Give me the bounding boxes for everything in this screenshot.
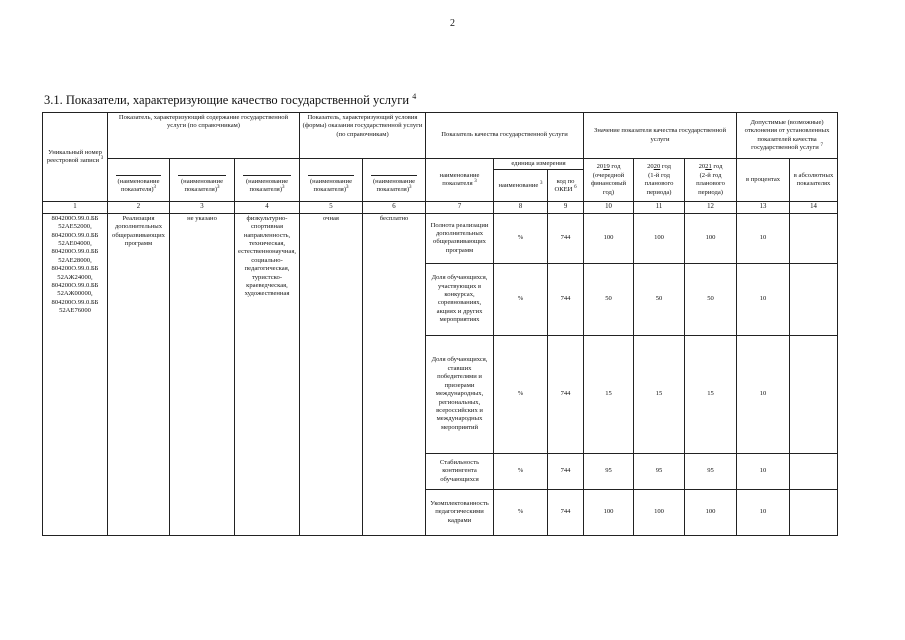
indicator-name: Стабильность контингента обучающихся: [426, 453, 494, 489]
column-number: 14: [790, 202, 838, 213]
deviation-absolute: [790, 213, 838, 263]
value-year-3: 95: [685, 453, 737, 489]
column-number: 8: [494, 202, 548, 213]
deviation-percent: 10: [737, 263, 790, 335]
header-registry: Уникальный номер реестровой записи $^3$: [43, 113, 108, 202]
value-year-2: 15: [634, 335, 685, 453]
unit-name: %: [494, 263, 548, 335]
okei-code: 744: [548, 213, 584, 263]
unit-name: %: [494, 489, 548, 535]
deviation-percent: 10: [737, 489, 790, 535]
column-number: 6: [363, 202, 426, 213]
value-year-2: 95: [634, 453, 685, 489]
header-value-group: Значение показателя качества государственной услуги: [584, 113, 737, 159]
header-indicator-col4: (наименование показателя)$^3$: [235, 159, 300, 202]
value-year-3: 100: [685, 213, 737, 263]
okei-code: 744: [548, 453, 584, 489]
column-number: 5: [300, 202, 363, 213]
column-number: 2: [108, 202, 170, 213]
value-year-2: 100: [634, 489, 685, 535]
value-year-2: 50: [634, 263, 685, 335]
okei-code: 744: [548, 489, 584, 535]
value-year-1: 15: [584, 335, 634, 453]
column-number: 1: [43, 202, 108, 213]
indicator-name: Укомплектованность педагогическими кадрами: [426, 489, 494, 535]
column-number: 3: [170, 202, 235, 213]
indicator-name: Полнота реализации дополнительных общеразвивающих программ: [426, 213, 494, 263]
okei-code: 744: [548, 263, 584, 335]
section-title: 3.1. Показатели, характеризующие качество государственной услуги $^4$: [44, 92, 417, 108]
deviation-absolute: [790, 335, 838, 453]
header-indicator-col6: (наименование показателя)$^3$: [363, 159, 426, 202]
indicator-name: Доля обучающихся, участвующих в конкурсах, соревнованиях, акциях и других мероприятиях: [426, 263, 494, 335]
okei-code: 744: [548, 335, 584, 453]
header-indicator-col3: (наименование показателя)$^3$: [170, 159, 235, 202]
header-unit-name: наименование $^3$: [494, 170, 548, 202]
service-content-3: физкультурно-спортивная направленность, техническая, естественнонаучная, социально-педагогическая, туристско-краеведческая, художественная: [235, 213, 300, 535]
header-deviation-group: Допустимые (возможные) отклонения от установленных показателей качества государственной услуги $^7$: [737, 113, 838, 159]
deviation-percent: 10: [737, 453, 790, 489]
header-year-3: 2021 год (2-й год планового периода): [685, 159, 737, 202]
header-okei-code: код по ОКЕИ $^6$: [548, 170, 584, 202]
header-deviation-absolute: в абсолютных показателях: [790, 159, 838, 202]
unit-name: %: [494, 453, 548, 489]
service-content-1: Реализация дополнительных общеразвивающих программ: [108, 213, 170, 535]
service-condition-2: бесплатно: [363, 213, 426, 535]
column-number: 13: [737, 202, 790, 213]
value-year-1: 100: [584, 489, 634, 535]
value-year-1: 50: [584, 263, 634, 335]
header-indicator-col5: (наименование показателя)$^3$: [300, 159, 363, 202]
deviation-absolute: [790, 489, 838, 535]
unit-name: %: [494, 213, 548, 263]
header-unit: единица измерения: [494, 159, 584, 170]
column-number: 9: [548, 202, 584, 213]
value-year-1: 100: [584, 213, 634, 263]
header-year-2: 2020 год (1-й год планового периода): [634, 159, 685, 202]
value-year-2: 100: [634, 213, 685, 263]
unit-name: %: [494, 335, 548, 453]
table-row: [43, 213, 838, 263]
header-year-1: 2019 год (очередной финансовый год): [584, 159, 634, 202]
header-quality-name: наименование показателя $^3$: [426, 159, 494, 202]
header-conditions-group: Показатель, характеризующий условия (формы) оказания государственной услуги (по справочникам): [300, 113, 426, 159]
registry-codes: 804200О.99.0.ББ 52АЕ52000, 804200О.99.0.ББ 52АЕ04000, 804200О.99.0.ББ 52АЕ28000, 804200О.99.0.ББ 52АЖ24000, 804200О.99.0.ББ 52АЖ00000, 804200О.99.0.ББ 52АЕ76000: [43, 213, 108, 535]
header-deviation-percent: в процентах: [737, 159, 790, 202]
quality-indicators-table: [42, 112, 838, 536]
service-content-2: не указано: [170, 213, 235, 535]
indicator-name: Доля обучающихся, ставших победителями и призерами международных, региональных, всероссийских и международных мероприятий: [426, 335, 494, 453]
header-indicator-col2: (наименование показателя)$^3$: [108, 159, 170, 202]
header-quality-group: Показатель качества государственной услуги: [426, 113, 584, 159]
value-year-1: 95: [584, 453, 634, 489]
value-year-3: 15: [685, 335, 737, 453]
page-number: 2: [450, 18, 455, 29]
deviation-absolute: [790, 453, 838, 489]
deviation-percent: 10: [737, 335, 790, 453]
value-year-3: 100: [685, 489, 737, 535]
column-number: 11: [634, 202, 685, 213]
column-number: 4: [235, 202, 300, 213]
deviation-absolute: [790, 263, 838, 335]
column-number: 7: [426, 202, 494, 213]
column-number: 12: [685, 202, 737, 213]
value-year-3: 50: [685, 263, 737, 335]
column-number: 10: [584, 202, 634, 213]
header-content-group: Показатель, характеризующий содержание государственной услуги (по справочникам): [108, 113, 300, 159]
service-condition-1: очная: [300, 213, 363, 535]
deviation-percent: 10: [737, 213, 790, 263]
section-title-footnote: 4: [412, 92, 417, 101]
